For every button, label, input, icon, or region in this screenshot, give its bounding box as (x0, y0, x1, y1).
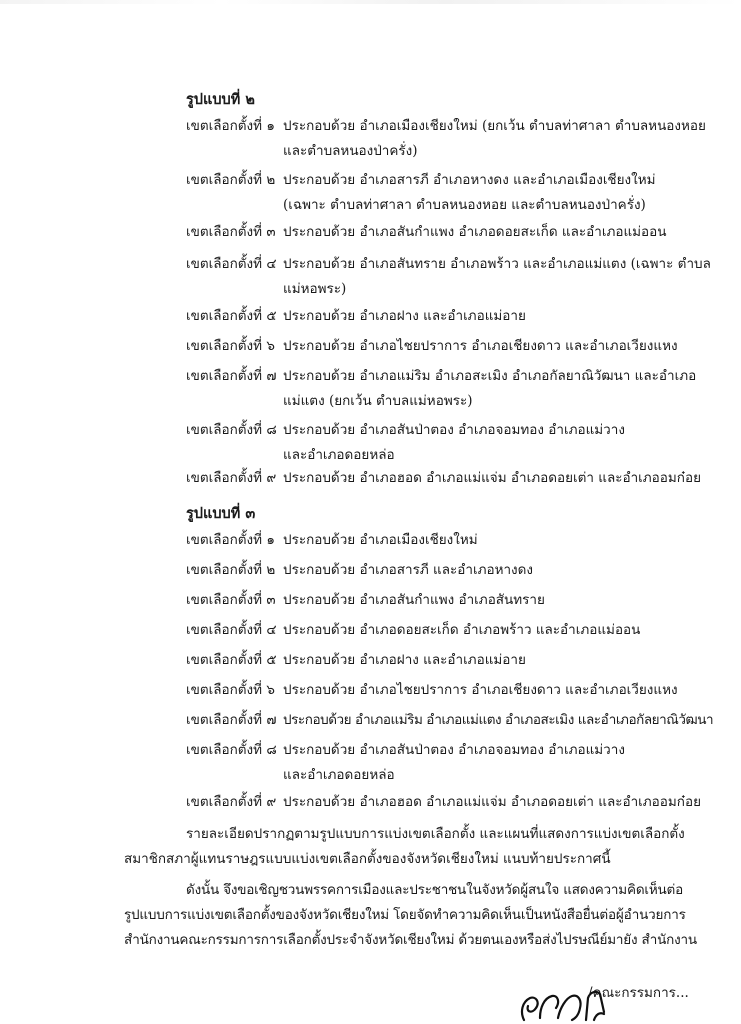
district-line: ประกอบด้วย อำเภอสันกำแพง อำเภอดอยสะเก็ด และอำเภอแม่ออน (283, 224, 667, 240)
district-line: ประกอบด้วย อำเภอสันกำแพง อำเภอสันทราย (283, 592, 545, 608)
district-label: เขตเลือกตั้งที่ ๔ (186, 622, 277, 638)
district-line: และตำบลหนองป่าครั่ง) (283, 143, 418, 159)
format2-district-8 (186, 418, 686, 468)
district-line: แม่แตง (ยกเว้น ตำบลแม่หอพระ) (283, 393, 473, 409)
district-line: ประกอบด้วย อำเภอฮอด อำเภอแม่แจ่ม อำเภอดอยเต่า และอำเภออมก๋อย (283, 470, 701, 486)
paragraph-line: สำนักงานคณะกรรมการการเลือกตั้งประจำจังหวัดเชียงใหม่ ด้วยตนเองหรือส่งไปรษณีย์มายัง สำนักงาน (124, 932, 697, 948)
format3-district-4 (186, 618, 686, 643)
district-line: ประกอบด้วย อำเภอสารภี อำเภอหางดง และอำเภอเมืองเชียงใหม่ (283, 172, 656, 188)
format2-district-3 (186, 220, 686, 245)
district-line: (เฉพาะ ตำบลท่าศาลา ตำบลหนองหอย และตำบลหนองป่าครั่ง) (283, 197, 646, 213)
district-line: ประกอบด้วย อำเภอไชยปราการ อำเภอเชียงดาว และอำเภอเวียงแหง (283, 682, 678, 698)
district-label: เขตเลือกตั้งที่ ๙ (186, 794, 277, 810)
district-label: เขตเลือกตั้งที่ ๕ (186, 652, 277, 668)
district-label: เขตเลือกตั้งที่ ๗ (186, 712, 277, 728)
format2-district-9 (186, 466, 701, 491)
format3-heading: รูปแบบที่ ๓ (186, 505, 256, 522)
district-label: เขตเลือกตั้งที่ ๙ (186, 470, 277, 486)
district-line: ประกอบด้วย อำเภอสันทราย อำเภอพร้าว และอำเภอแม่แตง (เฉพาะ ตำบล (283, 256, 711, 272)
district-label: เขตเลือกตั้งที่ ๗ (186, 368, 277, 384)
paragraph-line: รูปแบบการแบ่งเขตเลือกตั้งของจังหวัดเชียงใหม่ โดยจัดทำความคิดเห็นเป็นหนังสือยื่นต่อผู้อำนวยการ (124, 907, 686, 923)
district-label: เขตเลือกตั้งที่ ๒ (186, 562, 276, 578)
format2-district-7 (186, 364, 697, 414)
district-label: เขตเลือกตั้งที่ ๘ (186, 742, 277, 758)
format3-district-3 (186, 588, 686, 613)
district-label: เขตเลือกตั้งที่ ๖ (186, 338, 275, 354)
district-label: เขตเลือกตั้งที่ ๒ (186, 172, 276, 188)
district-line: ประกอบด้วย อำเภอแม่ริม อำเภอแม่แตง อำเภอสะเมิง และอำเภอกัลยาณิวัฒนา (283, 712, 714, 728)
scan-edge (0, 0, 741, 4)
format3-district-7 (186, 708, 714, 733)
signature-icon (510, 968, 620, 1024)
district-line: ประกอบด้วย อำเภอแม่ริม อำเภอสะเมิง อำเภอกัลยาณิวัฒนา และอำเภอ (283, 368, 697, 384)
district-label: เขตเลือกตั้งที่ ๓ (186, 224, 276, 240)
district-line: แม่หอพระ) (283, 281, 347, 297)
format3-district-6 (186, 678, 686, 703)
page-continuation: /คณะกรรมการ... (588, 985, 689, 1001)
district-label: เขตเลือกตั้งที่ ๑ (186, 118, 275, 134)
district-line: ประกอบด้วย อำเภอสันป่าตอง อำเภอจอมทอง อำเภอแม่วาง (283, 422, 625, 438)
format2-district-2 (186, 168, 686, 218)
format3-district-9 (186, 790, 701, 815)
district-line: ประกอบด้วย อำเภอไชยปราการ อำเภอเชียงดาว และอำเภอเวียงแหง (283, 338, 678, 354)
district-label: เขตเลือกตั้งที่ ๓ (186, 592, 276, 608)
format2-district-4 (186, 252, 711, 302)
paragraph-line: ดังนั้น จึงขอเชิญชวนพรรคการเมืองและประชาชนในจังหวัดผู้สนใจ แสดงความคิดเห็นต่อ (186, 882, 684, 898)
district-label: เขตเลือกตั้งที่ ๘ (186, 422, 277, 438)
format3-district-2 (186, 558, 686, 583)
district-line: ประกอบด้วย อำเภอสารภี และอำเภอหางดง (283, 562, 534, 578)
district-label: เขตเลือกตั้งที่ ๕ (186, 308, 277, 324)
format3-district-5 (186, 648, 686, 673)
invitation-paragraph (124, 878, 697, 953)
district-line: ประกอบด้วย อำเภอฝาง และอำเภอแม่อาย (283, 652, 526, 668)
format2-district-6 (186, 334, 686, 359)
district-line: ประกอบด้วย อำเภอฝาง และอำเภอแม่อาย (283, 308, 526, 324)
district-line: ประกอบด้วย อำเภอดอยสะเก็ด อำเภอพร้าว และอำเภอแม่ออน (283, 622, 641, 638)
district-line: ประกอบด้วย อำเภอสันป่าตอง อำเภอจอมทอง อำเภอแม่วาง (283, 742, 625, 758)
format3-district-1 (186, 528, 686, 553)
district-line: ประกอบด้วย อำเภอฮอด อำเภอแม่แจ่ม อำเภอดอยเต่า และอำเภออมก๋อย (283, 794, 701, 810)
district-label: เขตเลือกตั้งที่ ๔ (186, 256, 277, 272)
district-label: เขตเลือกตั้งที่ ๑ (186, 532, 275, 548)
format2-district-1 (186, 114, 706, 164)
district-line: และอำเภอดอยหล่อ (283, 447, 395, 463)
format2-district-5 (186, 304, 686, 329)
district-line: และอำเภอดอยหล่อ (283, 767, 395, 783)
format2-heading: รูปแบบที่ ๒ (186, 91, 255, 108)
district-line: ประกอบด้วย อำเภอเมืองเชียงใหม่ (283, 532, 478, 548)
district-label: เขตเลือกตั้งที่ ๖ (186, 682, 275, 698)
details-paragraph (124, 822, 684, 872)
district-line: ประกอบด้วย อำเภอเมืองเชียงใหม่ (ยกเว้น ตำบลท่าศาลา ตำบลหนองหอย (283, 118, 706, 134)
paragraph-line: สมาชิกสภาผู้แทนราษฎรแบบแบ่งเขตเลือกตั้งของจังหวัดเชียงใหม่ แนบท้ายประกาศนี้ (124, 851, 611, 867)
paragraph-line: รายละเอียดปรากฏตามรูปแบบการแบ่งเขตเลือกตั้ง และแผนที่แสดงการแบ่งเขตเลือกตั้ง (186, 826, 685, 842)
format3-district-8 (186, 738, 686, 788)
